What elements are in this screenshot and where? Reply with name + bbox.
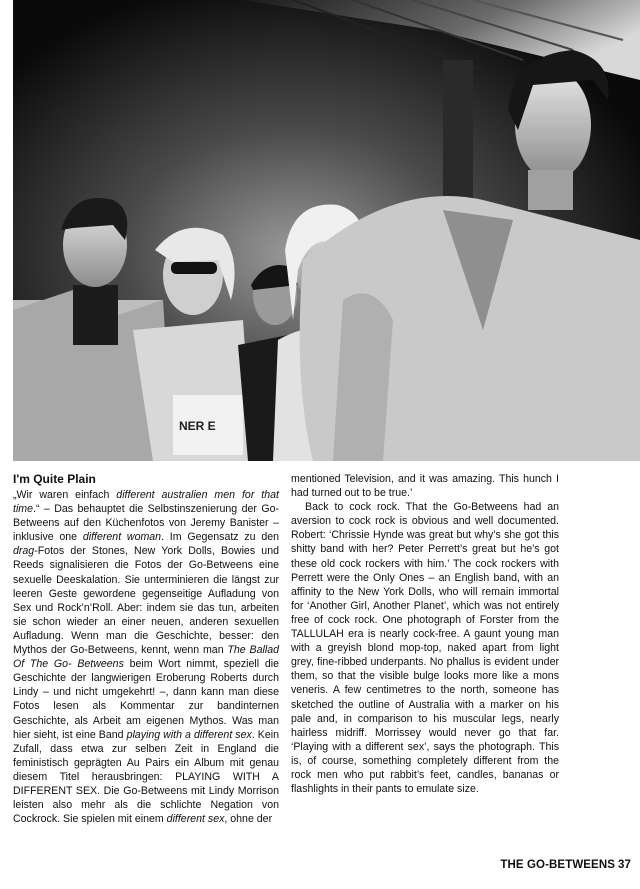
italic-segment: playing with a different sex [126, 728, 252, 741]
page-number: 37 [618, 859, 631, 871]
text-segment: , ohne der [224, 813, 273, 826]
shirt-print: NER E [179, 419, 216, 433]
article-right-column [291, 472, 559, 796]
article-left-column [13, 472, 279, 826]
article-paragraph: Back to cock rock. That the Go-Betweens had an aversion to cock rock is obvious and well documented. Robert: ‘Chrissie Hynde was great but why’s she got this shitty band with her? Peter Perrett’s great but he’s got these old cock rockers with him.’ The cock rockers with Perrett were the Only Ones – an English band, with an affinity to the New York Dolls, who will remain immortal for ‘Another Girl, Another Planet’, which was not entirely free of cock rock. One photograph of Forster from the TALLULAH era is nearly cock-free. A gaunt young man with a greyish blond mop-top, naked apart from light grey, fine-ribbed underpants. No phallus is evident under them, so that the visible bulge looks more like a mons veneris. A few centimetres to the north, someone has sketched the outline of Australia with a marker on his pale and, in comparison to his muscular legs, nearly hairless midriff. Morrissey would never go that far. ‘Playing with a different sex’, says the photograph. This is, of course, something completely different from the rock men who put rabbit’s feet, candles, bananas or flashlights in their pants to emulate size. [291, 501, 559, 796]
text-segment: . Im Gegensatz zu den [161, 531, 279, 544]
italic-segment: The Ballad Of The Go- Betweens [13, 644, 279, 671]
footer-title: THE GO-BETWEENS [500, 859, 615, 871]
band-photo [13, 0, 640, 461]
italic-segment: different woman [82, 531, 162, 544]
article-heading: I'm Quite Plain [13, 472, 96, 486]
italic-segment: different sex [166, 813, 225, 826]
text-segment: beim Wort nimmt, speziell die Geschichte der langwierigen Eroberung Roberts durch Lindy – und nicht umgekehrt! –, dann kann man diese Fotos lesen als Kommentar zur bandinternen Geschichte, als Arbeit am eigenen Mythos. Was man hier sieht, ist eine Band [13, 658, 279, 741]
italic-segment: drag [13, 545, 35, 558]
italic-segment: different australien men for that time [13, 489, 279, 516]
article-paragraph-continued: mentioned Television, and it was amazing. This hunch I had turned out to be true.’ [291, 473, 559, 500]
text-segment: .“ – Das behauptet die Selbstinszenierung der Go-Betweens auf den Küchenfotos von Jeremy Banister – inklusive one [13, 503, 279, 544]
text-segment: „Wir waren einfach [13, 489, 117, 501]
text-segment: -Fotos der Stones, New York Dolls, Bowies und Reeds signalisieren die Fotos der Go-Betweens eine sexuelle Deeskalation. Sie unterminieren die längst zur leeren Geste gewordene gegenseitige Aufladung von Sex und Rock’n’Roll. Aber: indem sie das tun, arbeiten sie schon wieder an einer neuen, anderen sexuellen Aufladung. Wenn man die Geschichte, besser: den Mythos der Go-Betweens, kennt, wenn man [13, 545, 279, 657]
page-footer [445, 859, 631, 871]
article-paragraph [13, 488, 279, 826]
text-segment: . Kein Zufall, dass etwa zur selben Zeit in England die feministisch geprägten Au Pairs ein Album mit genau diesem Titel herausbringen: PLAYING WITH A DIFFERENT SEX. Die Go-Betweens mit Lindy Morrison leisten also mehr als die schlichte Negation von Cockrock. Sie spielen mit einem [13, 728, 279, 826]
